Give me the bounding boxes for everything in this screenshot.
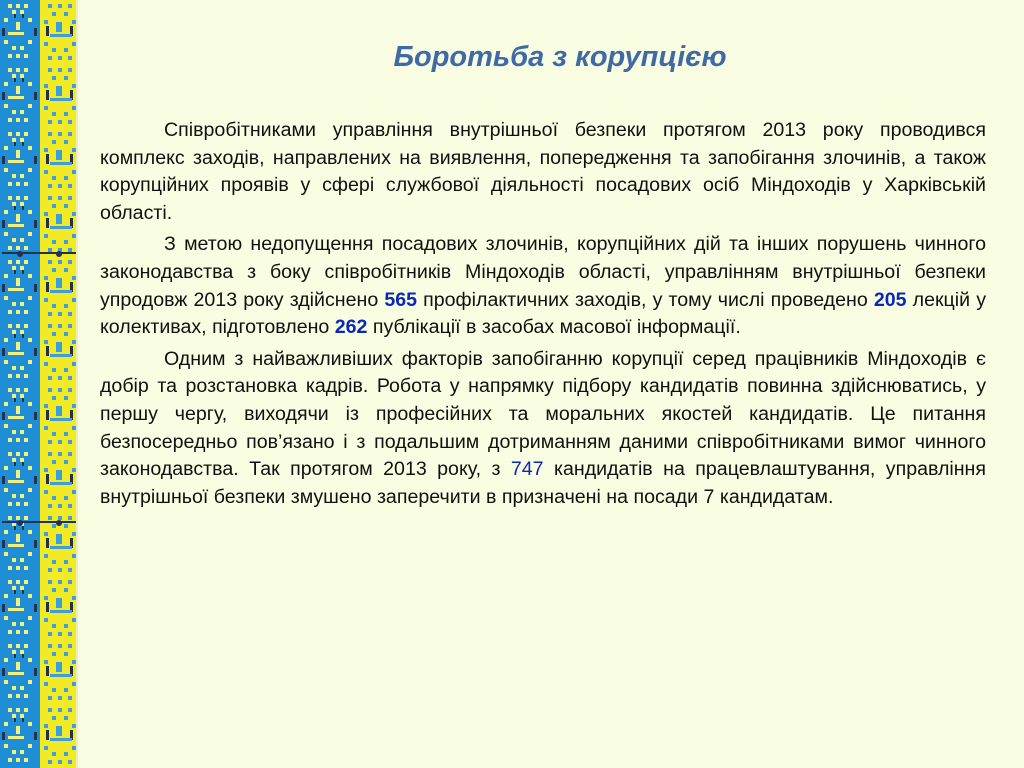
- paragraph-2-text-b: профілактичних заходів, у тому числі проведено: [417, 288, 874, 311]
- embroidery-border-ornament: [0, 0, 78, 768]
- paragraph-1-text: Співробітниками управління внутрішньої безпеки протягом 2013 року проводився комплекс заходів, направлених на виявлення, попередження та запобігання злочинів, а також корупційних проявів у сфері службової діяльності посадових осіб Міндоходів у Харківській області.: [100, 119, 986, 224]
- lectures-count: 205: [873, 288, 907, 311]
- slide-title: Боротьба з корупцією: [393, 41, 727, 73]
- paragraph-1: [100, 117, 986, 227]
- paragraph-3-text-b: кандидатів на працевлаштування, управління внутрішньої безпеки змушено заперечити в призначені на посади 7 кандидатам.: [100, 458, 986, 508]
- paragraph-3: [100, 346, 986, 512]
- paragraph-2-text-c: лекцій у колективах, підготовлено: [100, 288, 986, 339]
- paragraph-2-text-d: публікації в засобах масової інформації.: [367, 316, 741, 339]
- candidates-count: 747: [510, 458, 544, 481]
- paragraph-2: [100, 231, 986, 341]
- paragraph-2-text-a: З метою недопущення посадових злочинів, корупційних дій та інших порушень чинного законодавства з боку співробітників Міндоходів області, управлінням внутрішньої безпеки упродовж 2013 року здійснено: [100, 233, 986, 311]
- paragraph-3-text-a: Одним з найважливіших факторів запобіганню корупції серед працівників Міндоходів є добір та розстановка кадрів. Робота у напрямку підбору кандидатів повинна здійснюватись, у першу чергу, виходячи із професійних та моральних якостей кандидатів. Це питання безпосередньо пов’язано і з подальшим дотриманням даними співробітниками вимог чинного законодавства. Так протягом 2013 року, з: [100, 347, 986, 481]
- body-text: [100, 117, 986, 515]
- publications-count: 262: [334, 316, 368, 339]
- prevention-measures-count: 565: [384, 288, 418, 311]
